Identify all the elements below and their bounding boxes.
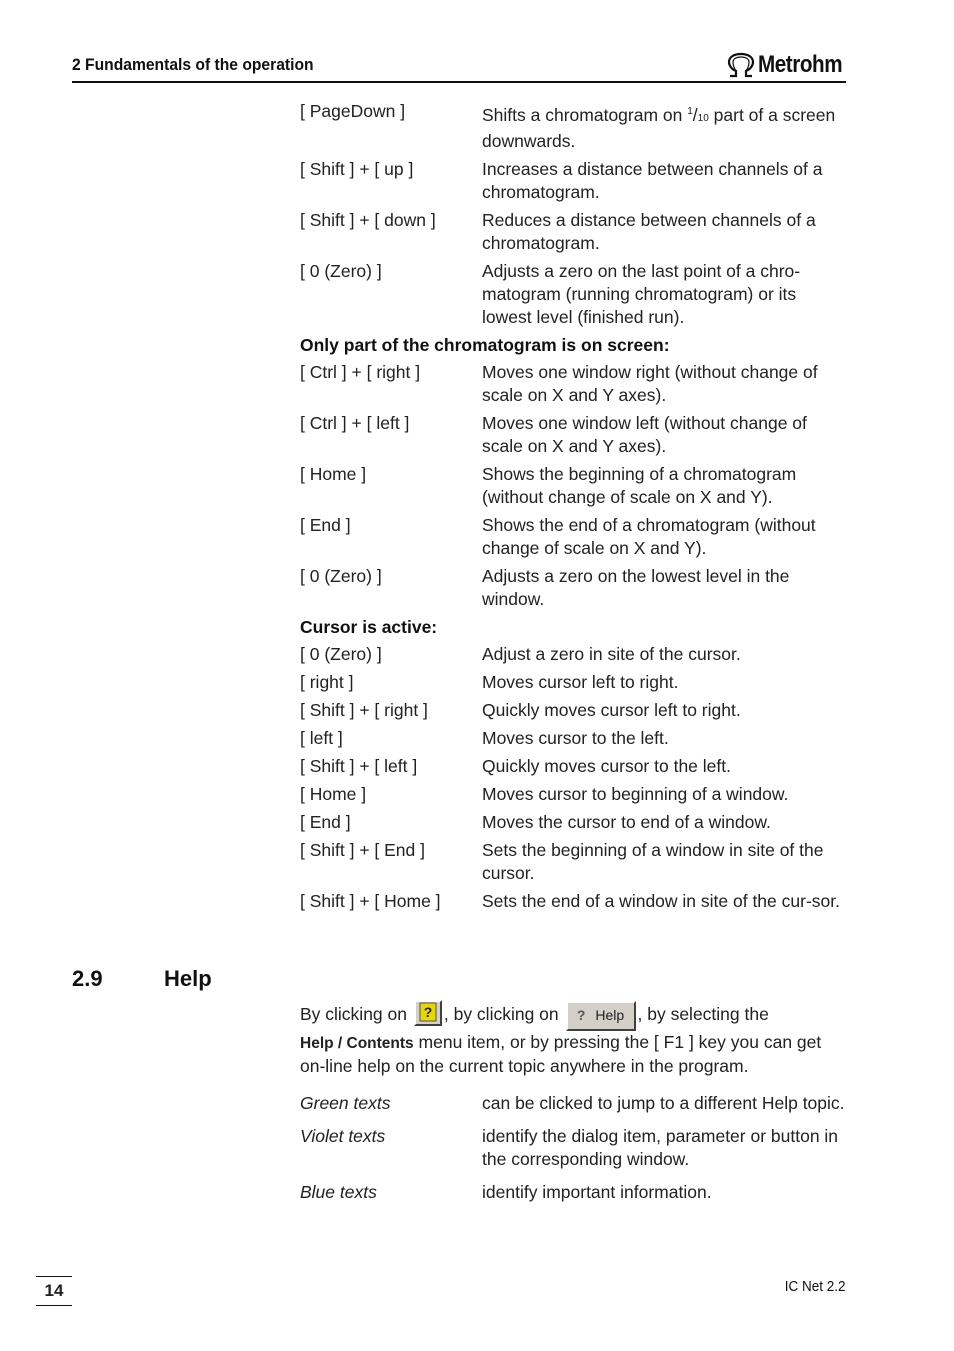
shortcut-desc: Moves one window right (without change of scale on X and Y axes).: [482, 362, 818, 405]
table-row: [300, 260, 848, 329]
shortcut-key: [ Shift ] + [ Home ]: [300, 891, 441, 911]
table-row: [300, 839, 848, 885]
shortcut-desc: Shows the end of a chromatogram (without change of scale on X and Y).: [482, 515, 816, 558]
shortcut-table: [300, 100, 848, 918]
section-number: 2.9: [72, 966, 103, 991]
shortcut-desc: Moves cursor to the left.: [482, 728, 669, 748]
shortcut-desc: Adjusts a zero on the lowest level in the window.: [482, 566, 790, 609]
legend-row: [300, 1092, 848, 1115]
help-paragraph: By clicking on ? , by clicking on ? Help , by selecting the Help / Contents menu item, or by pressing the [ F1 ] key you can get on-line help on the current topic anywhere in the program.: [300, 1000, 848, 1078]
table-row: [300, 514, 848, 560]
legend-desc: identify important information.: [482, 1182, 712, 1202]
section-title: Help: [164, 966, 212, 991]
shortcut-key: [ End ]: [300, 812, 351, 832]
shortcut-key: [ Shift ] + [ left ]: [300, 756, 418, 776]
partial-view-heading: Only part of the chromatogram is on screen:: [300, 335, 670, 355]
shortcut-key: [ PageDown ]: [300, 101, 406, 121]
shortcut-desc: Moves the cursor to end of a window.: [482, 812, 771, 832]
shortcut-desc: Sets the end of a window in site of the cur-sor.: [482, 891, 840, 911]
table-row: [300, 699, 848, 722]
legend-desc: can be clicked to jump to a different Help topic.: [482, 1093, 845, 1113]
shortcut-key: [ Shift ] + [ up ]: [300, 159, 414, 179]
table-row: [300, 412, 848, 458]
shortcut-key: [ left ]: [300, 728, 343, 748]
shortcut-key: [ End ]: [300, 515, 351, 535]
shortcut-key: [ 0 (Zero) ]: [300, 261, 382, 281]
legend-row: [300, 1181, 848, 1204]
shortcut-key: [ 0 (Zero) ]: [300, 644, 382, 664]
legend-desc: identify the dialog item, parameter or button in the corresponding window.: [482, 1126, 839, 1169]
legend-key: Green texts: [300, 1093, 391, 1113]
legend-key: Blue texts: [300, 1182, 377, 1202]
shortcut-desc: Adjust a zero in site of the cursor.: [482, 644, 741, 664]
metrohm-logo: [726, 51, 856, 79]
omega-logo-icon: [726, 52, 756, 78]
menu-path: Help / Contents: [300, 1034, 414, 1052]
svg-text:?: ?: [423, 1004, 433, 1020]
page-number: 14: [36, 1276, 72, 1306]
shortcut-key: [ 0 (Zero) ]: [300, 566, 382, 586]
shortcut-desc: Shifts a chromatogram on $^1$/10 part of a screen downwards.: [482, 105, 836, 151]
table-row: [300, 671, 848, 694]
shortcut-desc: Shows the beginning of a chromatogram (without change of scale on X and Y).: [482, 464, 797, 507]
table-row: [300, 463, 848, 509]
table-row: [300, 727, 848, 750]
table-row: [300, 100, 848, 153]
shortcut-key: [ Shift ] + [ End ]: [300, 840, 425, 860]
table-row: [300, 643, 848, 666]
help-question-icon[interactable]: [414, 1000, 442, 1026]
question-mark-icon: ?: [576, 1007, 586, 1023]
shortcut-desc: Moves one window left (without change of scale on X and Y axes).: [482, 413, 807, 456]
logo-text: Metrohm: [758, 51, 843, 78]
table-row: [300, 783, 848, 806]
header-rule: [72, 81, 846, 83]
shortcut-key: [ Home ]: [300, 464, 367, 484]
shortcut-key: [ Shift ] + [ right ]: [300, 700, 428, 720]
product-name: IC Net 2.2: [785, 1278, 846, 1295]
table-row: [300, 811, 848, 834]
legend-key: Violet texts: [300, 1126, 386, 1146]
shortcut-key: [ Home ]: [300, 784, 367, 804]
cursor-active-heading: Cursor is active:: [300, 617, 438, 637]
table-row: [300, 755, 848, 778]
table-row: [300, 158, 848, 204]
table-row: [300, 209, 848, 255]
legend-row: [300, 1125, 848, 1171]
table-row: [300, 565, 848, 611]
shortcut-desc: Adjusts a zero on the last point of a chro-matogram (running chromatogram) or its lowest level (finished run).: [482, 261, 801, 327]
shortcut-key: [ Ctrl ] + [ right ]: [300, 362, 421, 382]
shortcut-desc: Reduces a distance between channels of a chromatogram.: [482, 210, 816, 253]
shortcut-key: [ Shift ] + [ down ]: [300, 210, 436, 230]
shortcut-desc: Moves cursor to beginning of a window.: [482, 784, 789, 804]
shortcut-key: [ right ]: [300, 672, 354, 692]
shortcut-desc: Sets the beginning of a window in site of the cursor.: [482, 840, 824, 883]
shortcut-key: [ Ctrl ] + [ left ]: [300, 413, 410, 433]
table-row: [300, 361, 848, 407]
shortcut-desc: Moves cursor left to right.: [482, 672, 679, 692]
shortcut-desc: Quickly moves cursor to the left.: [482, 756, 731, 776]
page-header-title: 2 Fundamentals of the operation: [72, 55, 314, 74]
shortcut-desc: Increases a distance between channels of a chromatogram.: [482, 159, 823, 202]
table-row: [300, 890, 848, 913]
help-button[interactable]: ? Help: [566, 1001, 636, 1031]
shortcut-desc: Quickly moves cursor left to right.: [482, 700, 741, 720]
color-legend: [300, 1092, 848, 1214]
